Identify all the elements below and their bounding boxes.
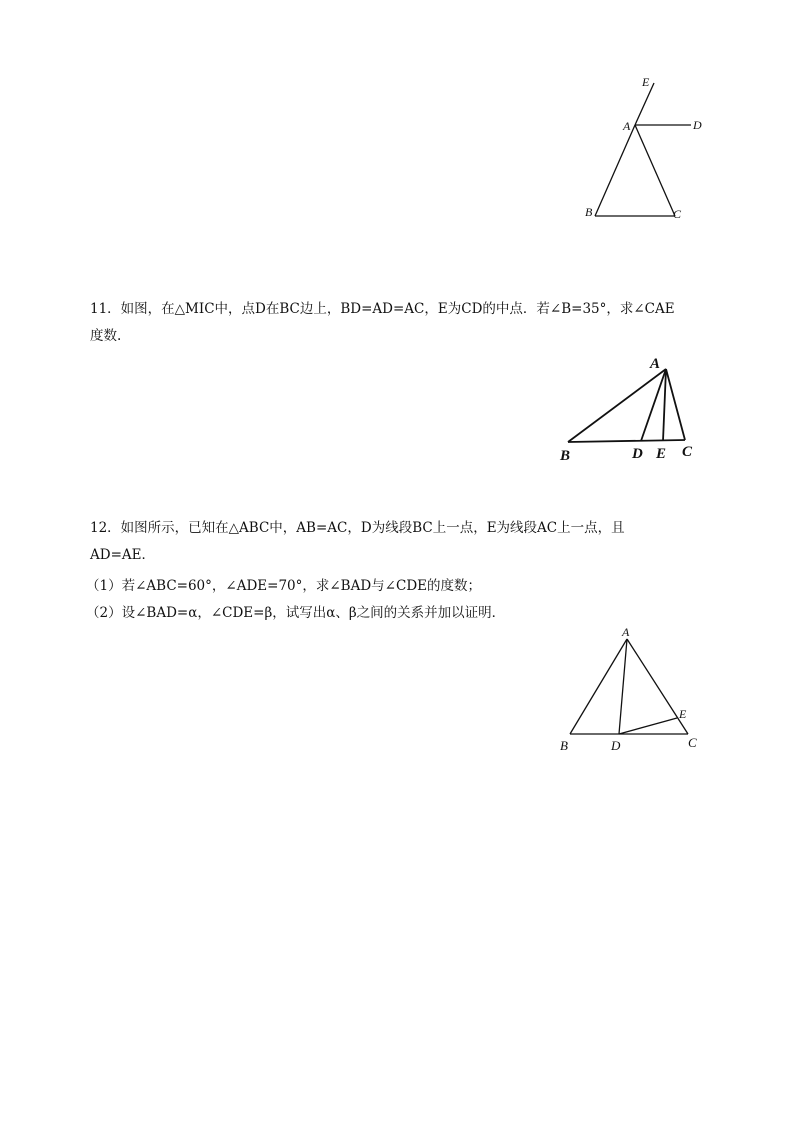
segment-ae [663, 369, 666, 441]
segment-ac [666, 369, 685, 440]
label-e: E [656, 446, 667, 462]
figure-problem-11 [555, 352, 715, 467]
figure-problem-11-svg [555, 352, 715, 467]
label-e: E [642, 75, 650, 89]
label-a: A [650, 356, 661, 372]
problem-12 [90, 515, 710, 569]
label-c: C [682, 444, 693, 460]
problem-12-part-1: （1）若∠ABC=60°，∠ADE=70°，求∠BAD与∠CDE的度数； [86, 578, 481, 594]
ray-ae [635, 83, 654, 125]
label-d: D [632, 446, 643, 462]
problem-11-line-2: 度数. [90, 328, 122, 344]
problem-12-line-2: AD=AE． [90, 547, 155, 563]
label-a: A [623, 119, 631, 133]
segment-de [619, 718, 677, 734]
segment-ab [595, 125, 635, 216]
label-b: B [560, 448, 571, 464]
figure-problem-12-svg [555, 622, 715, 757]
figure-problem-12 [555, 622, 715, 757]
segment-ad [641, 369, 666, 441]
segment-ac [635, 125, 675, 216]
label-a: A [622, 625, 630, 639]
segment-ad [619, 639, 627, 734]
label-d: D [693, 118, 702, 132]
label-b: B [585, 205, 593, 219]
figure-top [575, 70, 715, 230]
figure-top-svg [575, 70, 715, 230]
label-c: C [688, 735, 697, 750]
label-e: E [679, 707, 687, 721]
problem-11 [90, 296, 710, 350]
problem-12-line-1: 12．如图所示，已知在△ABC中，AB=AC，D为线段BC上一点，E为线段AC上一点，且 [90, 520, 625, 536]
problem-11-line-1: 11．如图，在△MIC中，点D在BC边上，BD=AD=AC，E为CD的中点．若∠B=35°，求∠CAE [90, 301, 675, 317]
label-b: B [560, 738, 568, 753]
label-d: D [611, 738, 621, 753]
segment-ab [568, 369, 666, 442]
segment-ab [570, 639, 627, 734]
label-c: C [673, 207, 682, 221]
problem-12-part-2: （2）设∠BAD=α，∠CDE=β，试写出α、β之间的关系并加以证明． [86, 605, 506, 621]
segment-bc [568, 440, 685, 442]
